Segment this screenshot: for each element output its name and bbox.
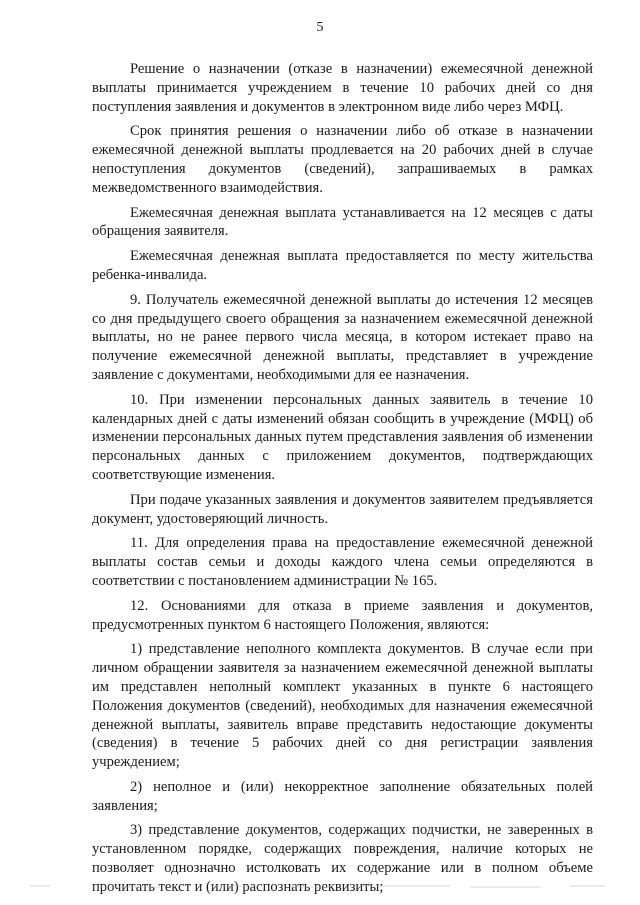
paragraph-identity-document: При подаче указанных заявления и документов заявителем предъявляется документ, удостоверяющий личность. xyxy=(92,491,593,527)
document-body xyxy=(92,60,593,903)
page-number: 5 xyxy=(316,20,324,35)
paragraph-item-11: 11. Для определения права на предоставление ежемесячной денежной выплаты состав семьи и доходы каждого члена семьи определяются в соответствии с постановлением администрации № 165. xyxy=(92,535,593,589)
paragraph-payment-place: Ежемесячная денежная выплата предоставляется по месту жительства ребенка-инвалида. xyxy=(92,248,593,283)
paragraph-term-extension: Срок принятия решения о назначении либо об отказе в назначении ежемесячной денежной выплаты продлевается на 20 рабочих дней в случае непоступления документов (сведений), запрашиваемых в рамках межведомственного взаимодействия. xyxy=(92,123,593,196)
paragraph-item-12: 12. Основаниями для отказа в приеме заявления и документов, предусмотренных пунктом 6 настоящего Положения, являются: xyxy=(92,597,593,633)
paragraph-item-10: 10. При изменении персональных данных заявитель в течение 10 календарных дней с даты изменений обязан сообщить в учреждение (МФЦ) об изменении персональных данных путем представления заявления об изменении персональных данных с приложением документов, подтверждающих соответствующие изменения. xyxy=(92,391,593,483)
paragraph-payment-duration: Ежемесячная денежная выплата устанавливается на 12 месяцев с даты обращения заявителя. xyxy=(92,204,593,240)
paragraph-item-12-2: 2) неполное и (или) некорректное заполнение обязательных полей заявления; xyxy=(92,778,593,814)
paragraph-item-9: 9. Получатель ежемесячной денежной выплаты до истечения 12 месяцев со дня предыдущего своего обращения за назначением ежемесячной денежной выплаты, но не ранее первого числа месяца, в котором истекает право на получение ежемесячной денежной выплаты, представляет в учреждение заявление с документами, необходимыми для ее назначения. xyxy=(92,291,593,383)
paragraph-decision-term: Решение о назначении (отказе в назначении) ежемесячной денежной выплаты принимается учреждением в течение 10 рабочих дней со дня поступления заявления и документов в электронном виде либо через МФЦ. xyxy=(92,61,593,115)
paragraph-item-12-1: 1) представление неполного комплекта документов. В случае если при личном обращении заявителя за назначением ежемесячной денежной выплаты им представлен неполный комплект указанных в пункте 6 настоящего Положения документов (сведений), необходимых для назначения ежемесячной денежной выплаты, заявитель вправе представить недостающие документы (сведения) в течение 5 рабочих дней со дня регистрации заявления учреждением; xyxy=(92,641,593,771)
scan-noise-decoration xyxy=(30,882,610,890)
paragraph-item-12-3: 3) представление документов, содержащих подчистки, не заверенных в установленном порядке, содержащих повреждения, наличие которых не позволяет однозначно истолковать их содержание или в полном объеме прочитать текст и (или) распознать реквизиты; xyxy=(92,822,593,895)
